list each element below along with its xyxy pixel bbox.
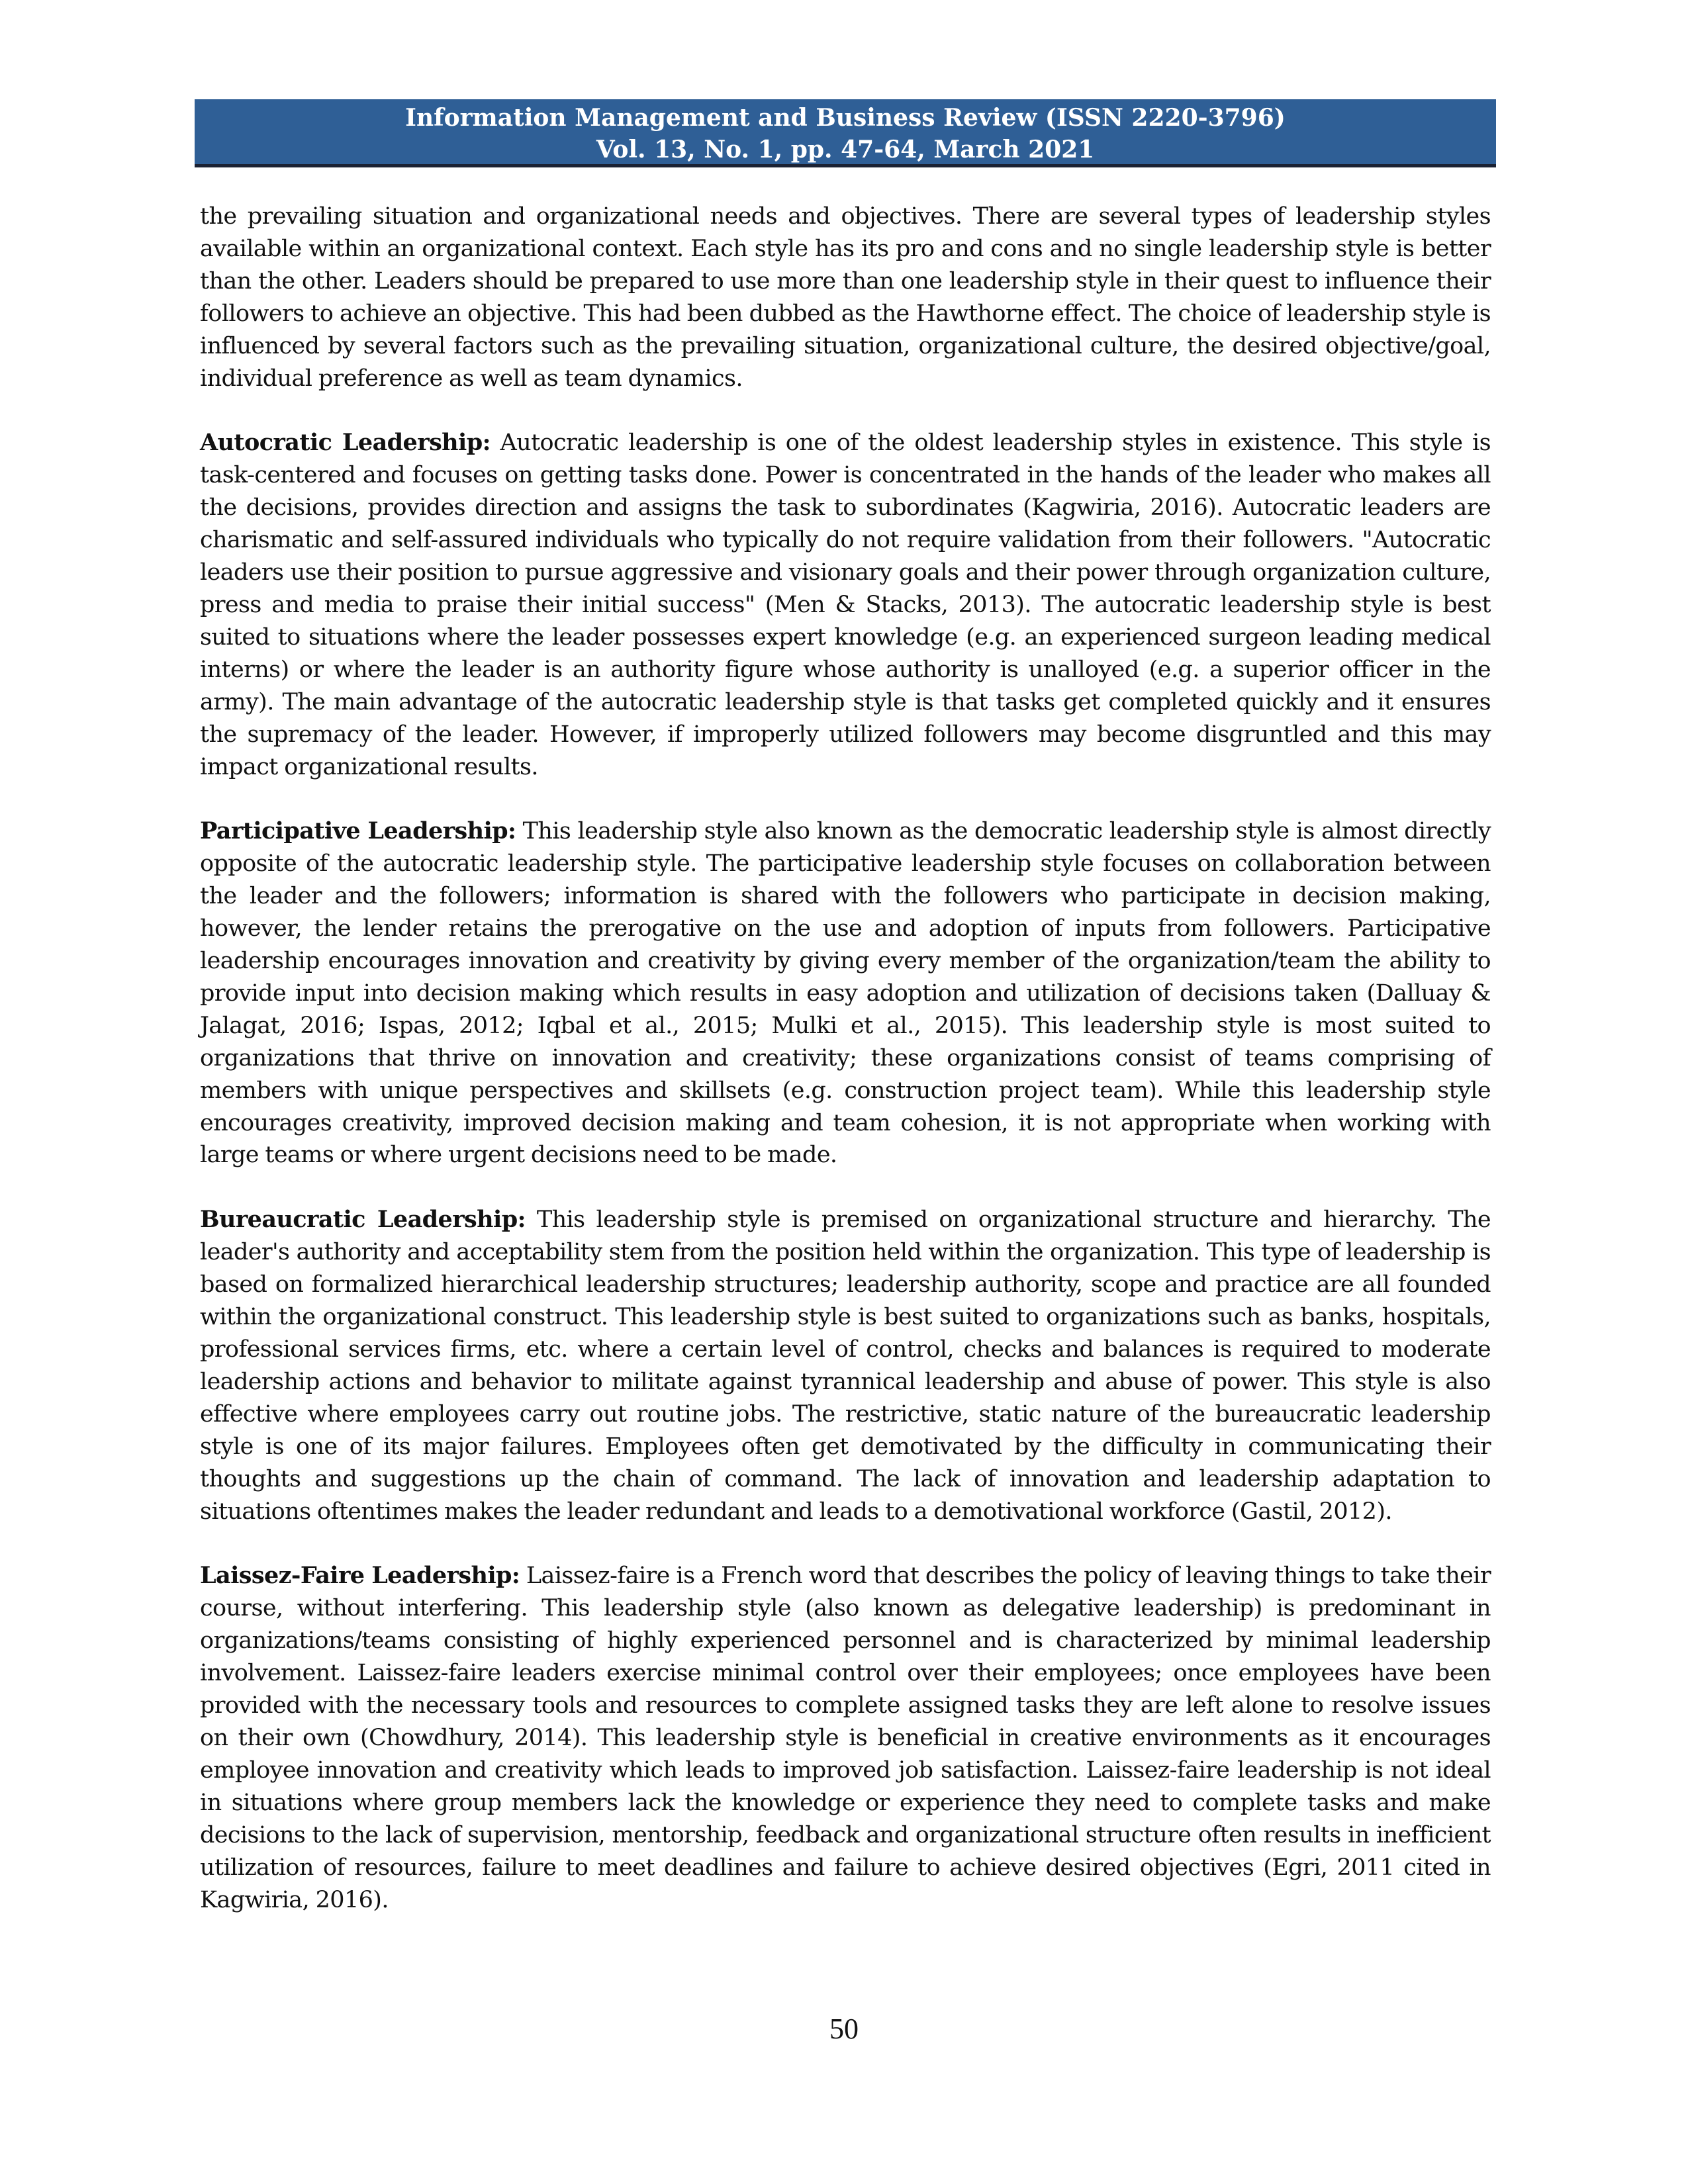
bureaucratic-text: This leadership style is premised on organizational structure and hierarchy. The leader's authority and acceptability stem from the position held within the organization. This type of leadership is based on formalized hierarchical leadership structures; leadership authority, scope and practice are all founded within the organizational construct. This leadership style is best suited to organizations such as banks, hospitals, professional services firms, etc. where a certain level of control, checks and balances is required to moderate leadership actions and behavior to militate against tyrannical leadership and abuse of power. This style is also effective where employees carry out routine jobs. The restrictive, static nature of the bureaucratic leadership style is one of its major failures. Employees often get demotivated by the difficulty in communicating their thoughts and suggestions up the chain of command. The lack of innovation and leadership adaptation to situations oftentimes makes the leader redundant and leads to a demotivational workforce (Gastil, 2012). [200, 1206, 1491, 1525]
participative-term: Participative Leadership: [200, 817, 516, 845]
journal-header [195, 99, 1496, 167]
participative-text: This leadership style also known as the democratic leadership style is almost directly opposite of the autocratic leadership style. The participative leadership style focuses on collaboration between the leader and the followers; information is shared with the followers who participate in decision making, however, the lender retains the prerogative on the use and adoption of inputs from followers. Participative leadership encourages innovation and creativity by giving every member of the organization/team the ability to provide input into decision making which results in easy adoption and utilization of decisions taken (Dalluay & Jalagat, 2016; Ispas, 2012; Iqbal et al., 2015; Mulki et al., 2015). This leadership style is most suited to organizations that thrive on innovation and creativity; these organizations consist of teams comprising of members with unique perspectives and skillsets (e.g. construction project team). While this leadership style encourages creativity, improved decision making and team cohesion, it is not appropriate when working with large teams or where urgent decisions need to be made. [200, 818, 1491, 1169]
journal-volume-info: Vol. 13, No. 1, pp. 47-64, March 2021 [596, 136, 1095, 163]
intro-text: the prevailing situation and organizational needs and objectives. There are several types of leadership styles available within an organizational context. Each style has its pro and cons and no single leadership style is better than the other. Leaders should be prepared to use more than one leadership style in their quest to influence their followers to achieve an objective. This had been dubbed as the Hawthorne effect. The choice of leadership style is influenced by several factors such as the prevailing situation, organizational culture, the desired objective/goal, individual preference as well as team dynamics. [200, 203, 1491, 392]
journal-title: Information Management and Business Review (ISSN 2220-3796) [405, 104, 1286, 132]
bureaucratic-term: Bureaucratic Leadership: [200, 1206, 526, 1234]
autocratic-text: Autocratic leadership is one of the oldest leadership styles in existence. This style is task-centered and focuses on getting tasks done. Power is concentrated in the hands of the leader who makes all the decisions, provides direction and assigns the task to subordinates (Kagwiria, 2016). Autocratic leaders are charismatic and self-assured individuals who typically do not require validation from their followers. "Autocratic leaders use their position to pursue aggressive and visionary goals and their power through organization culture, press and media to praise their initial success" (Men & Stacks, 2013). The autocratic leadership style is best suited to situations where the leader possesses expert knowledge (e.g. an experienced surgeon leading medical interns) or where the leader is an authority figure whose authority is unalloyed (e.g. a superior officer in the army). The main advantage of the autocratic leadership style is that tasks get completed quickly and it ensures the supremacy of the leader. However, if improperly utilized followers may become disgruntled and this may impact organizational results. [200, 430, 1491, 780]
participative-paragraph [200, 815, 1491, 1171]
laissez-faire-paragraph [200, 1560, 1491, 1916]
article-body [200, 201, 1491, 1948]
autocratic-paragraph [200, 427, 1491, 783]
bureaucratic-paragraph [200, 1204, 1491, 1527]
page-number: 50 [829, 2013, 859, 2045]
intro-paragraph [200, 201, 1491, 394]
autocratic-term: Autocratic Leadership: [200, 429, 491, 457]
laissez-faire-term: Laissez-Faire Leadership: [200, 1562, 520, 1590]
laissez-faire-text: Laissez-faire is a French word that describes the policy of leaving things to take their course, without interfering. This leadership style (also known as delegative leadership) is predominant in organizations/teams consisting of highly experienced personnel and is characterized by minimal leadership involvement. Laissez-faire leaders exercise minimal control over their employees; once employees have been provided with the necessary tools and resources to complete assigned tasks they are left alone to resolve issues on their own (Chowdhury, 2014). This leadership style is beneficial in creative environments as it encourages employee innovation and creativity which leads to improved job satisfaction. Laissez-faire leadership is not ideal in situations where group members lack the knowledge or experience they need to complete tasks and make decisions to the lack of supervision, mentorship, feedback and organizational structure often results in inefficient utilization of resources, failure to meet deadlines and failure to achieve desired objectives (Egri, 2011 cited in Kagwiria, 2016). [200, 1563, 1491, 1913]
